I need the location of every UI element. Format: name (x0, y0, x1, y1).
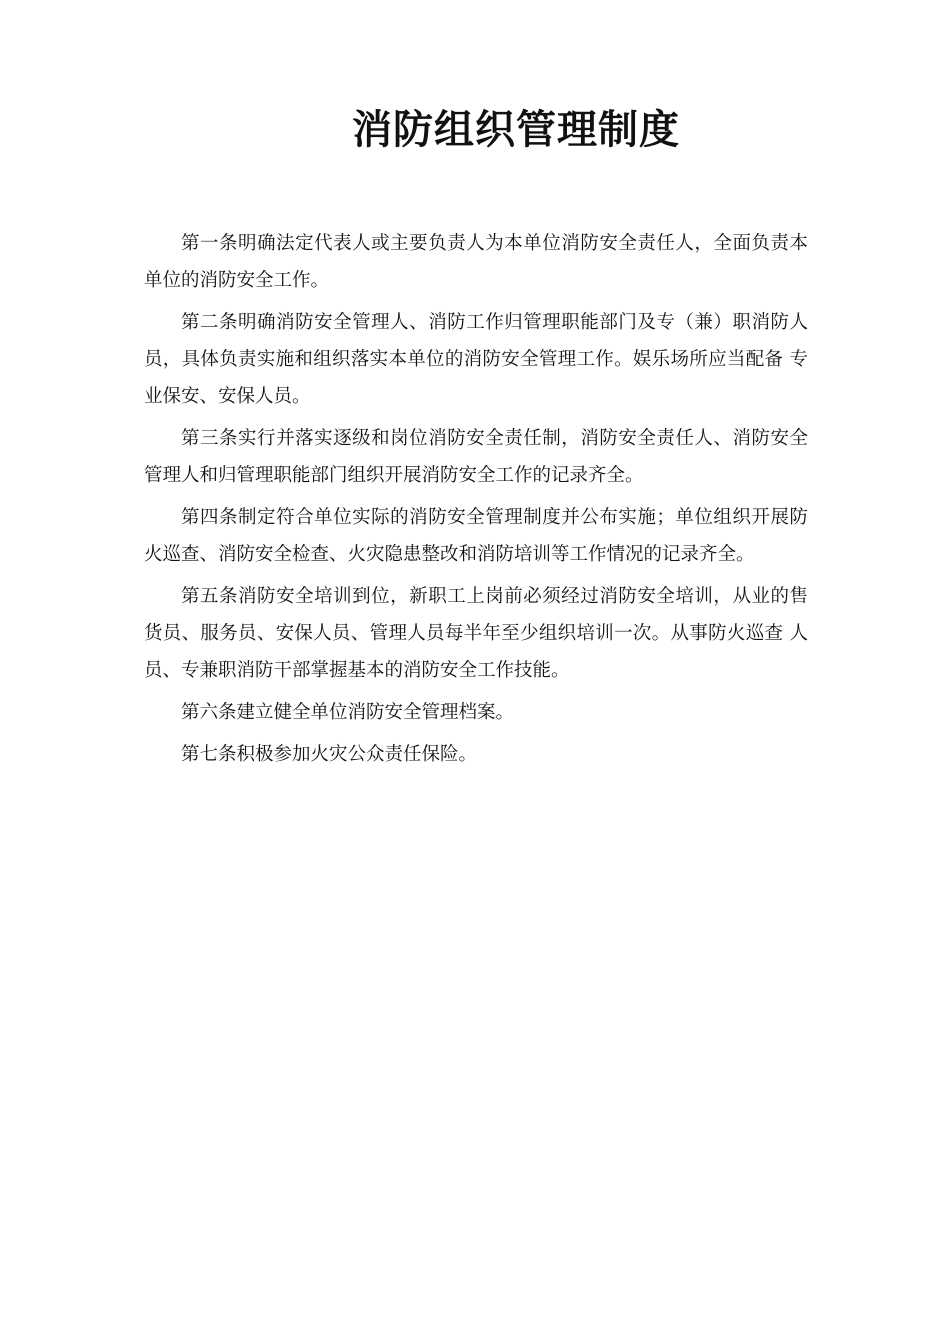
document-title: 消防组织管理制度 (352, 107, 680, 153)
article-2: 第二条明确消防安全管理人、消防工作归管理职能部门及专（兼）职消防人员，具体负责实施和组织落实本单位的消防安全管理工作。娱乐场所应当配备 专业保安、安保人员。 (144, 312, 808, 407)
article-6: 第六条建立健全单位消防安全管理档案。 (181, 702, 515, 723)
article-1: 第一条明确法定代表人或主要负责人为本单位消防安全责任人，全面负责本单位的消防安全工作。 (144, 233, 808, 291)
article-4: 第四条制定符合单位实际的消防安全管理制度并公布实施；单位组织开展防火巡查、消防安全检查、火灾隐患整改和消防培训等工作情况的记录齐全。 (144, 507, 808, 565)
article-7: 第七条积极参加火灾公众责任保险。 (181, 744, 478, 765)
document-body (144, 225, 808, 778)
article-3: 第三条实行并落实逐级和岗位消防安全责任制，消防安全责任人、消防安全管理人和归管理职能部门组织开展消防安全工作的记录齐全。 (144, 428, 808, 486)
article-5: 第五条消防安全培训到位，新职工上岗前必须经过消防安全培训，从业的售货员、服务员、安保人员、管理人员每半年至少组织培训一次。从事防火巡查 人员、专兼职消防干部掌握基本的消防安全工作技能。 (144, 586, 808, 681)
